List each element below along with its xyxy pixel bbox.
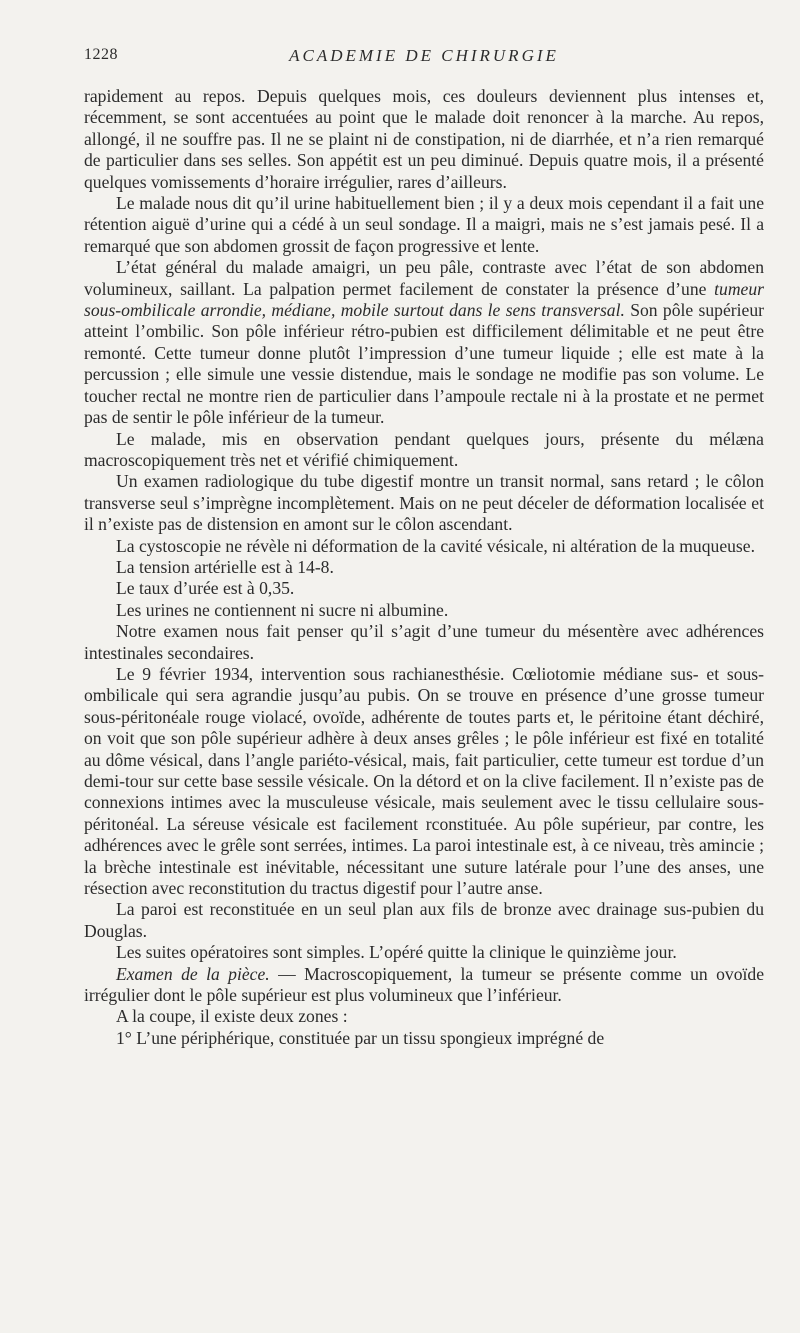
text-run: La paroi est reconstituée en un seul plan aux fils de bronze avec drainage sus-pubien du Douglas. (84, 899, 764, 941)
paragraph (84, 86, 764, 193)
paragraph (84, 1006, 764, 1027)
italic-text: Examen de la pièce. (116, 963, 270, 984)
text-run: Les suites opératoires sont simples. L’opéré quitte la clinique le quinzième jour. (116, 942, 677, 963)
page-header (84, 46, 764, 72)
page-number: 1228 (84, 46, 118, 63)
text-run: A la coupe, il existe deux zones : (116, 1006, 348, 1027)
text-run: — Macroscopiquement, la tumeur se présente comme un ovoïde irrégulier dont le pôle supérieur est plus volumineux que l’inférieur. (84, 963, 765, 1006)
paragraph (84, 942, 764, 963)
paragraph (84, 557, 764, 578)
text-run: La tension artérielle est à 14-8. (116, 556, 334, 577)
paragraph (84, 964, 764, 1007)
paragraph (84, 429, 764, 472)
text-run: Le malade, mis en observation pendant quelques jours, présente du mélæna macroscopiquement très net et vérifié chimiquement. (84, 428, 764, 470)
text-run: Le 9 février 1934, intervention sous rachianesthésie. Cœliotomie médiane sus- et sous-ombilicale qui sera agrandie jusqu’au pubis. On se trouve en présence d’une grosse tumeur sous-péritonéale rouge violacé, ovoïde, adhérente de toutes parts et, le péritoine étant déchiré, on voit que son pôle supérieur adhère à deux anses grêles ; le pôle inférieur est fixé en totalité au dôme vésical, dans l’angle pariéto-vésical, mais, fait particulier, cette tumeur est tordue d’un demi-tour sur cette base sessile vésicale. On la détord et on la clive facilement. Il n’existe pas de connexions intimes avec la musculeuse vésicale, mais seulement avec le tissu cellulaire sous-péritonéal. La séreuse vésicale est facilement rconstituée. Au pôle supérieur, par contre, les adhérences avec le grêle sont serrées, intimes. La paroi intestinale est, à ce niveau, très amincie ; la brèche intestinale est inévitable, nécessitant une suture latérale pour l’une des anses, une résection avec reconstitution du tractus digestif pour l’autre anse. (84, 663, 764, 899)
paragraph (84, 193, 764, 257)
paragraph (84, 536, 764, 557)
text-run: Notre examen nous fait penser qu’il s’agit d’une tumeur du mésentère avec adhérences intestinales secondaires. (84, 621, 764, 663)
text-run: La cystoscopie ne révèle ni déformation de la cavité vésicale, ni altération de la muqueuse. (116, 535, 755, 556)
body-text (84, 86, 764, 1049)
text-run: rapidement au repos. Depuis quelques mois, ces douleurs deviennent plus intenses et, récemment, se sont accentuées au point que le malade doit renoncer à la marche. Au repos, allongé, il ne souffre pas. Il ne se plaint ni de constipation, ni de diarrhée, et n’a rien remarqué de particulier dans ses selles. Son appétit est un peu diminué. Depuis quatre mois, il a présenté quelques vomissements d’horaire irrégulier, rares d’ailleurs. (84, 86, 764, 192)
paragraph (84, 1028, 764, 1049)
text-run: L’état général du malade amaigri, un peu pâle, contraste avec l’état de son abdomen volumineux, saillant. La palpation permet facilement de constater la présence d’une (84, 257, 764, 299)
paragraph (84, 578, 764, 599)
paragraph (84, 471, 764, 535)
running-title: ACADEMIE DE CHIRURGIE (289, 46, 559, 65)
text-run: Son pôle supérieur atteint l’ombilic. Son pôle inférieur rétro-pubien est difficilement délimitable et ne peut être remonté. Cette tumeur donne plutôt l’impression d’une tumeur liquide ; elle est mate à la percussion ; elle simule une vessie distendue, mais le sondage ne modifie pas son volume. Le toucher rectal ne montre rien de particulier dans l’ampoule rectale ni à la prostate et ne permet pas de sentir le pôle inférieur de la tumeur. (84, 300, 764, 428)
paragraph (84, 621, 764, 664)
paragraph (84, 899, 764, 942)
text-run: Le malade nous dit qu’il urine habituellement bien ; il y a deux mois cependant il a fait une rétention aiguë d’urine qui a cédé à un seul sondage. Il a maigri, mais ne s’est jamais pesé. Il a remarqué que son abdomen grossit de façon progressive et lente. (84, 193, 764, 256)
paragraph (84, 600, 764, 621)
text-run: Les urines ne contiennent ni sucre ni albumine. (116, 599, 449, 620)
text-run: Le taux d’urée est à 0,35. (116, 578, 295, 599)
text-run: 1° L’une périphérique, constituée par un tissu spongieux imprégné de (116, 1027, 605, 1048)
paragraph (84, 664, 764, 899)
text-run: Un examen radiologique du tube digestif montre un transit normal, sans retard ; le côlon transverse seul s’imprègne incomplètement. Mais on ne peut déceler de déformation localisée et il n’existe pas de distension en amont sur le côlon ascendant. (84, 471, 764, 535)
italic-text: tumeur sous-ombilicale arrondie, médiane, mobile surtout dans le sens transversal. (84, 278, 764, 321)
paragraph (84, 257, 764, 428)
